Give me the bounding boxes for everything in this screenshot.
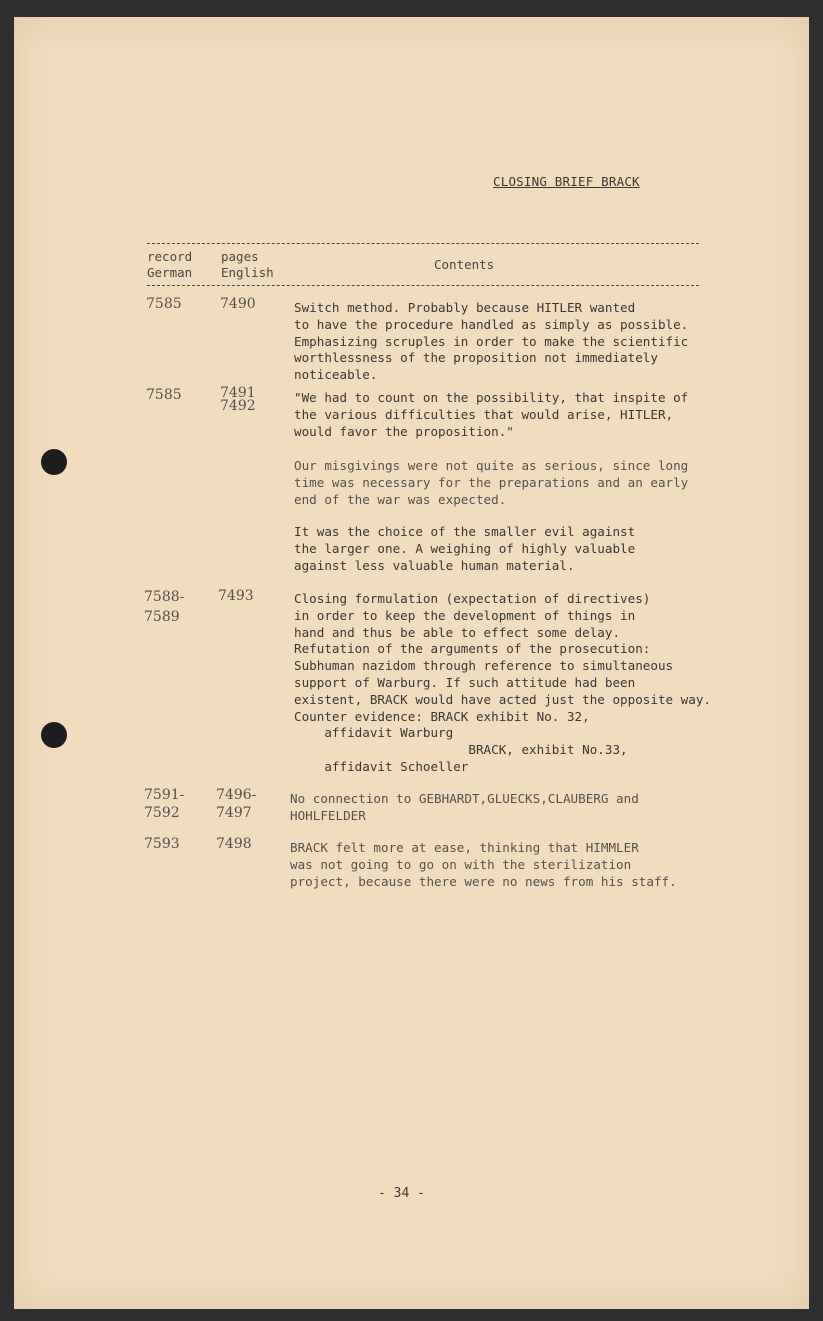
document-title: CLOSING BRIEF BRACK [493,174,640,189]
table-rule-top [147,243,699,244]
row-4-english-page: 7496- 7497 [216,787,257,821]
row-4-german-page: 7591- 7592 [144,787,185,821]
row-2-paragraph-1: "We had to count on the possibility, that inspite of the various difficulties that would arise, HITLER, would favor the proposition." [294,390,689,439]
row-1-german-page: 7585 [146,296,182,312]
row-2-paragraph-3: It was the choice of the smaller evil against the larger one. A weighing of highly valuable against less valuable human material. [294,524,636,573]
row-5-paragraph-1: BRACK felt more at ease, thinking that HIMMLER was not going to go on with the sterilization project, because there were no news from his staff. [290,840,677,889]
row-5-german-page: 7593 [144,836,180,852]
punch-hole-top [41,449,67,475]
row-2-paragraph-2: Our misgivings were not quite as serious, since long time was necessary for the preparations and an early end of the war was expected. [294,458,689,507]
header-pages-english: pages English [221,249,274,280]
header-contents: Contents [434,257,495,272]
table-rule-bottom [147,285,699,286]
row-5-english-page: 7498 [216,836,252,852]
row-2-english-page: 7491 7492 [220,385,256,414]
row-4-paragraph-1: No connection to GEBHARDT,GLUECKS,CLAUBERG and HOHLFELDER [290,791,639,823]
punch-hole-bottom [41,722,67,748]
row-3-german-page: 7588- 7589 [144,589,185,625]
row-1-paragraph-1: Switch method. Probably because HITLER wanted to have the procedure handled as simply as possible. Emphasizing scruples in order to make the scientific worthlessness of the proposition not immediately noticeable. [294,300,689,383]
row-1-english-page: 7490 [220,296,256,312]
row-2-german-page: 7585 [146,387,182,403]
page-number: - 34 - [378,1186,425,1201]
header-record-german: record German [147,249,193,280]
row-3-paragraph-1: Closing formulation (expectation of directives) in order to keep the development of things in hand and thus be able to effect some delay. Refutation of the arguments of the prosecution: Subhuman nazidom through reference to simultaneous support of Warburg. If such attitude had been existent, BRACK would have acted just the opposite way. Counter evidence: BRACK exhibit No. 32, affidavit Warburg BRACK, exhibit No.33, affidavit Schoeller [294,591,712,774]
row-3-english-page: 7493 [218,588,254,604]
